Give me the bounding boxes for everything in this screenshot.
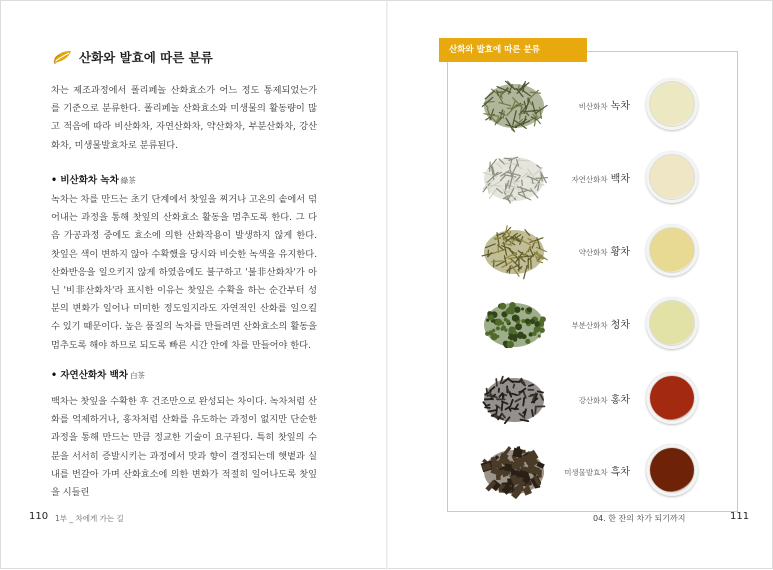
tea-name: 흑차 <box>611 467 630 478</box>
subheading-white-tea <box>51 367 145 381</box>
tea-cup <box>646 224 698 276</box>
tea-row <box>476 73 716 135</box>
tea-label <box>579 243 630 258</box>
tea-cup <box>646 372 698 424</box>
tea-row <box>476 219 716 281</box>
green-tea-paragraph: 녹차는 차를 만드는 초기 단계에서 찻잎을 찌거나 고온의 솥에서 덖어내는 과정을 통해 찻잎의 산화효소 활동을 멈추도록 한다. 그 다음 가공과정 중에도 효소에 의한 산화작용이 발생하지 않게 한다. 찻잎은 색이 변하지 않아 수확했을 당시와 비슷한 녹색을 유지한다. 산화반응을 일으키지 않게 하였음에도 불구하고 '불非산화차'가 아닌 '비非산화차'라 표시한 이유는 찻잎은 수확을 하는 순간부터 성분의 변화가 일어나 미미한 정도일지라도 자연적인 산화를 일으킬 수 있기 때문이다. 높은 품질의 녹차를 만들려면 산화효소의 활동을 멈추도록 해야 하므로 되도록 빠른 시간 안에 차를 만들어야 한다. <box>51 191 317 355</box>
tea-label <box>564 463 630 478</box>
tea-name: 녹차 <box>611 101 630 112</box>
tea-label <box>579 97 630 112</box>
black-tea-leaves-icon <box>476 367 552 429</box>
tea-category: 미생물발효차 <box>564 468 607 477</box>
page-number-right: 111 <box>730 511 749 522</box>
section-heading <box>51 48 213 66</box>
tea-label <box>571 170 630 185</box>
tea-cup <box>646 78 698 130</box>
tea-name: 홍차 <box>611 395 630 406</box>
tea-category: 약산화차 <box>579 248 608 257</box>
yellow-tea-leaves-icon <box>476 219 552 281</box>
subheading-green-tea <box>51 172 136 186</box>
intro-paragraph: 차는 제조과정에서 폴리페놀 산화효소가 어느 정도 통제되었는가를 기준으로 분류한다. 폴리페놀 산화효소와 미생물의 활동량이 많고 적음에 따라 비산화차, 자연산화차, 약산화차, 부분산화차, 강산화차, 미생물발효차로 분류된다. <box>51 82 317 155</box>
box-label: 산화와 발효에 따른 분류 <box>439 38 587 62</box>
tea-row <box>476 367 716 429</box>
subheading-hanja: 白茶 <box>130 371 145 380</box>
page-gutter <box>386 1 388 570</box>
tea-category: 부분산화차 <box>571 321 607 330</box>
dark-tea-leaves-icon <box>476 439 552 501</box>
tea-row <box>476 146 716 208</box>
tea-name: 청차 <box>611 320 630 331</box>
subheading-label: • 자연산화차 백차 <box>51 370 128 381</box>
tea-row <box>476 439 716 501</box>
tea-cup <box>646 444 698 496</box>
subheading-label: • 비산화차 녹차 <box>51 175 119 186</box>
tea-category: 강산화차 <box>579 396 608 405</box>
tea-category: 비산화차 <box>579 102 608 111</box>
subheading-hanja: 綠茶 <box>121 176 136 185</box>
tea-label <box>579 391 630 406</box>
tea-name: 백차 <box>611 174 630 185</box>
tea-row <box>476 292 716 354</box>
tea-category: 자연산화차 <box>571 175 607 184</box>
tea-label <box>571 316 630 331</box>
running-head-right: 04. 한 잔의 차가 되기까지 <box>593 513 685 524</box>
page-number-left: 110 <box>29 511 48 522</box>
section-title: 산화와 발효에 따른 분류 <box>79 48 213 66</box>
tea-cup <box>646 297 698 349</box>
white-tea-paragraph: 백차는 찻잎을 수확한 후 건조만으로 완성되는 차이다. 녹차처럼 산화를 억제하거나, 홍차처럼 산화를 유도하는 과정이 없지만 단순한 과정을 통해 만드는 만큼 정교한 기술이 요구된다. 특히 찻잎의 수분을 서서히 증발시키는 과정에서 맛과 향이 결정되는데 햇볕과 실내를 번갈아 가며 산화효소에 의한 변화가 적절히 일어나도록 찻잎을 시들린 <box>51 393 317 502</box>
running-head-left: 1부 _ 차에게 가는 길 <box>55 513 124 524</box>
tea-name: 황차 <box>611 247 630 258</box>
oolong-tea-leaves-icon <box>476 292 552 354</box>
white-tea-leaves-icon <box>476 146 552 208</box>
green-tea-leaves-icon <box>476 73 552 135</box>
leaf-ornament-icon <box>51 49 73 65</box>
tea-cup <box>646 151 698 203</box>
